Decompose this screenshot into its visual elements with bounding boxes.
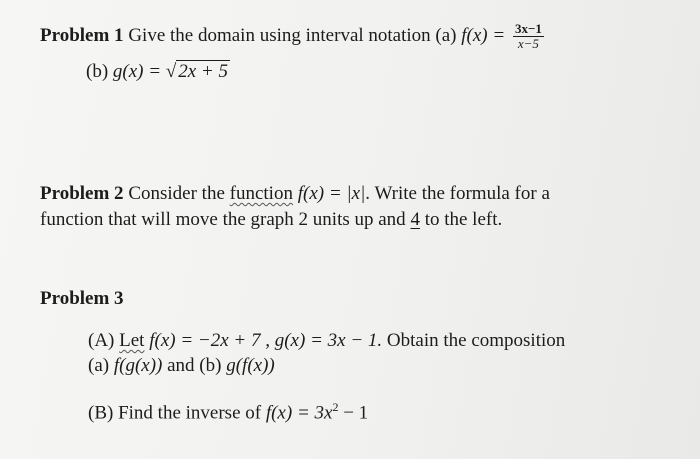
problem2-formula: f(x) = |x| bbox=[297, 183, 366, 204]
problem3-line-b bbox=[88, 396, 368, 424]
problem3-a-label: (A) bbox=[88, 330, 115, 351]
problem3-word-let: Let bbox=[119, 330, 145, 351]
problem3-heading: Problem 3 bbox=[40, 288, 124, 309]
problem3-fg: f(g(x)) bbox=[113, 355, 163, 376]
problem1-line2 bbox=[86, 61, 230, 83]
problem3-b-fx: f(x) = 3x bbox=[265, 402, 333, 424]
problem1-a-fraction bbox=[513, 22, 544, 51]
problem2-heading: Problem 2 bbox=[40, 183, 124, 204]
sqrt-radical bbox=[176, 61, 230, 83]
problem3-line-a bbox=[88, 330, 565, 352]
problem1-b-label: (b) bbox=[86, 61, 109, 82]
problem3-b-exponent: 2 bbox=[332, 400, 339, 414]
problem3-and-b: and (b) bbox=[167, 355, 222, 376]
problem2-text-pre: Consider the bbox=[128, 183, 225, 204]
problem2-line1 bbox=[40, 183, 550, 205]
problem3-b-text: (B) Find the inverse of bbox=[88, 402, 262, 424]
fraction-denominator: x−5 bbox=[517, 36, 539, 51]
sqrt-radicand: 2x + 5 bbox=[178, 61, 229, 82]
fraction-numerator: 3x−1 bbox=[514, 21, 542, 36]
problem2-number-4: 4 bbox=[410, 209, 420, 230]
problem3-b-tail: − 1 bbox=[343, 402, 369, 424]
problem3-a-obtain: Obtain the composition bbox=[386, 330, 566, 351]
problem3-parts-a: (a) bbox=[88, 355, 110, 376]
problem1-a-lhs: f(x) = bbox=[461, 24, 506, 46]
problem2-text-post: . Write the formula for a bbox=[365, 183, 550, 204]
problem3-gf: g(f(x)) bbox=[226, 355, 275, 376]
problem3-line-a2 bbox=[88, 355, 275, 377]
problem2-line2-pre: function that will move the graph 2 units up and bbox=[40, 209, 406, 230]
problem1-intro: Give the domain using interval notation (a) bbox=[128, 24, 457, 46]
problem2-line2-post: to the left. bbox=[424, 209, 503, 230]
problem1-line1 bbox=[40, 22, 544, 51]
problem2-line2 bbox=[40, 209, 502, 231]
problem2-word-function: function bbox=[229, 183, 293, 204]
problem1-heading: Problem 1 bbox=[40, 24, 124, 46]
problem3-a-definitions: f(x) = −2x + 7 , g(x) = 3x − 1. bbox=[149, 330, 383, 351]
problem1-b-lhs: g(x) = √ bbox=[112, 61, 177, 82]
